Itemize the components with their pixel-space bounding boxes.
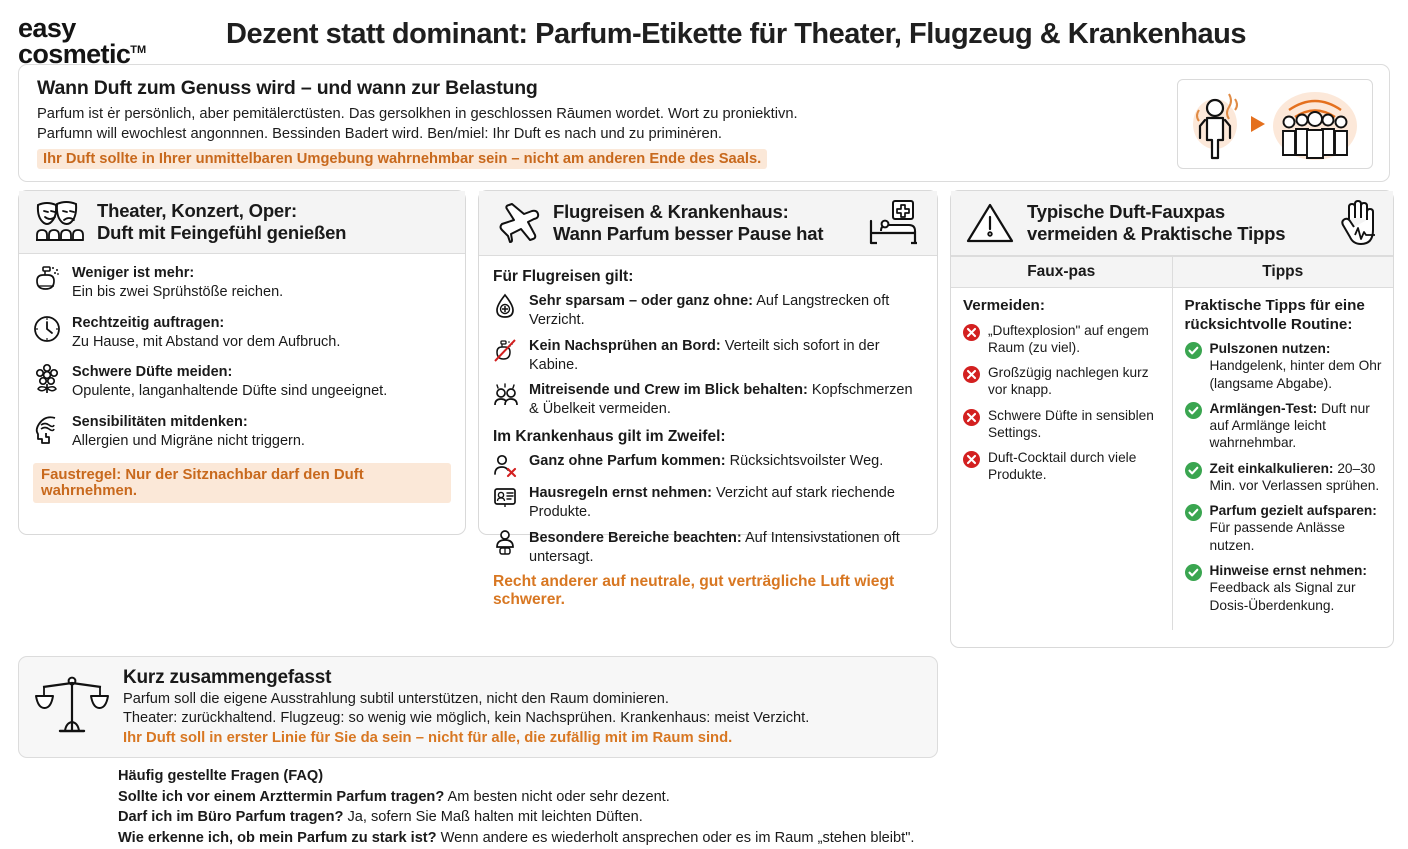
intro-highlight: Ihr Duft sollte in Ihrer unmittelbaren Umgebung wahrnehmbar sein – nicht am anderen Ende des Saals.	[37, 149, 767, 169]
list-item-bold: Zeit einkalkulieren:	[1209, 460, 1334, 476]
list-item-text: „Duftexplosion" auf engem Raum (zu viel).	[988, 322, 1149, 355]
list-item	[963, 364, 1162, 399]
table-body-fauxpas	[951, 288, 1172, 500]
no-respray-icon	[493, 337, 521, 364]
list-item	[33, 413, 451, 451]
hand-pulse-icon	[1333, 199, 1379, 247]
clock-icon	[33, 314, 63, 343]
fauxpas-card	[950, 190, 1394, 648]
list-item-bold: Sehr sparsam – oder ganz ohne:	[529, 293, 754, 309]
faq-item	[118, 828, 1390, 849]
list-item-text	[1210, 502, 1384, 554]
patient-icon	[493, 529, 521, 556]
summary-line-1: Parfum soll die eigene Ausstrahlung subtil unterstützen, nicht den Raum dominieren.	[123, 691, 669, 707]
list-item	[1185, 400, 1384, 452]
faq-answer: Ja, sofern Sie Maß halten mit leichten Düften.	[343, 809, 643, 826]
x-circle-icon	[963, 322, 981, 341]
list-item	[1185, 460, 1384, 495]
balance-scale-icon	[35, 667, 109, 739]
column-theater	[18, 190, 466, 535]
list-item-bold: Armlängen-Test:	[1209, 400, 1318, 416]
list-item-bold: Pulszonen nutzen:	[1209, 341, 1331, 357]
list-item-bold: Parfum gezielt aufsparen:	[1209, 503, 1377, 519]
perfume-atomizer-icon	[33, 264, 63, 295]
flight-hospital-card-header	[479, 191, 937, 256]
tipps-subtitle	[1185, 297, 1384, 334]
head-waves-icon	[33, 413, 63, 444]
flight-title-line-1: Flugreisen & Krankenhaus:	[553, 201, 789, 223]
flight-hospital-card	[478, 190, 938, 609]
list-item-text: Duft-Cocktail durch viele Produkte.	[988, 450, 1137, 483]
table-column-tipps	[1173, 257, 1394, 630]
fauxpas-subtitle: Vermeiden:	[963, 297, 1045, 314]
tipps-subtitle-line-2: rücksichtvolle Routine:	[1184, 315, 1353, 333]
list-item-detail: Auf Langstrecken oft Verzicht.	[529, 293, 890, 328]
summary-section	[0, 648, 1408, 758]
list-item	[493, 529, 923, 567]
table-column-fauxpas	[951, 257, 1173, 630]
column-flight-hospital	[478, 190, 938, 609]
person-no-icon	[493, 452, 521, 477]
trademark-symbol: TM	[130, 43, 147, 56]
table-header-fauxpas: Faux-pas	[951, 257, 1172, 288]
list-item	[493, 381, 923, 419]
summary-text-block	[123, 667, 809, 746]
hospital-bed-icon	[867, 199, 923, 247]
fauxpas-card-header	[951, 191, 1393, 256]
faq-answer: Wenn andere es wiederholt ansprechen oder es im Raum „stehen bleibt".	[436, 829, 915, 846]
fauxpas-title-line-2: vermeiden & Praktische Tipps	[1027, 223, 1286, 244]
check-circle-icon	[1185, 340, 1203, 359]
list-item-text	[1210, 340, 1384, 392]
check-circle-icon	[1185, 400, 1203, 419]
faq-section	[0, 758, 1408, 849]
list-item-text	[529, 381, 923, 419]
flower-icon	[33, 363, 63, 394]
warning-triangle-icon	[965, 201, 1015, 245]
list-item-text	[1210, 562, 1384, 614]
flight-hospital-card-body	[479, 256, 937, 619]
id-badge-icon	[493, 484, 521, 509]
page-title: Dezent statt dominant: Parfum-Etikette für Theater, Flugzeug & Krankenhaus	[226, 18, 1247, 50]
flight-section-title: Für Flugreisen gilt:	[493, 268, 634, 285]
list-item-detail: Rücksichtsvoilster Weg.	[729, 453, 884, 470]
list-item-text	[1210, 460, 1384, 495]
list-item	[493, 337, 923, 375]
theater-card-header	[19, 191, 465, 254]
theater-highlight: Faustregel: Nur der Sitznachbar darf den Duft wahrnehmen.	[33, 463, 451, 503]
list-item	[493, 484, 923, 522]
list-item	[1185, 340, 1384, 392]
list-item-detail: Duft nur auf Armlänge leicht wahrnehmbar.	[1209, 400, 1370, 451]
list-item	[33, 363, 451, 401]
list-item-text	[529, 484, 923, 522]
theater-title-line-2: Duft mit Feingefühl genießen	[97, 222, 347, 243]
check-circle-icon	[1185, 460, 1203, 479]
theater-card	[18, 190, 466, 535]
brand-logo	[18, 12, 226, 68]
list-item-bold: Weniger ist mehr:	[72, 265, 195, 281]
faq-question: Darf ich im Büro Parfum tragen?	[118, 809, 344, 826]
summary-highlight: Ihr Duft soll in erster Linie für Sie da sein – nicht für alle, die zufällig mit im Raum sind.	[123, 729, 733, 746]
list-item-text	[72, 363, 387, 401]
intro-card	[18, 64, 1390, 182]
intro-paragraph-line-1: Parfum ist ėr persönlich, aber pemitälerctüsten. Das gersolkhen in geschlossen Rāumen wordet. Wort zu proniektivn.	[37, 106, 798, 122]
x-circle-icon	[963, 364, 981, 383]
list-item-detail: Zu Hause, mit Abstand vor dem Aufbruch.	[72, 333, 341, 350]
theater-title-line-1: Theater, Konzert, Oper:	[97, 200, 297, 222]
list-item-text	[1210, 400, 1384, 452]
intro-paragraph-line-2: Parfumn will ewochlest angonnnen. Bessinden Badert wird. Ben/miel: Ihr Duft es nach und zu priminėren.	[37, 125, 722, 142]
list-item-bold: Kein Nachsprühen an Bord:	[529, 337, 721, 354]
faq-title: Häufig gestellte Fragen (FAQ)	[118, 767, 324, 784]
list-item-text	[72, 264, 283, 302]
faq-item	[118, 787, 1390, 808]
list-item-bold: Sensibilitäten mitdenken:	[72, 414, 248, 431]
list-item-text	[72, 314, 340, 352]
intro-title: Wann Duft zum Genuss wird – und wann zur Belastung	[37, 77, 538, 99]
hospital-section-title: Im Krankenhaus gilt im Zweifel:	[493, 428, 726, 446]
faq-item	[118, 807, 1390, 828]
faq-answer: Am besten nicht oder sehr dezent.	[444, 788, 670, 805]
table-header-tipps: Tipps	[1173, 257, 1394, 288]
list-item	[1185, 502, 1384, 554]
two-people-icon	[493, 381, 521, 408]
person-scent-to-crowd-illustration	[1177, 79, 1373, 169]
theater-masks-audience-icon	[33, 199, 85, 245]
list-item-bold: Hausregeln ernst nehmen:	[529, 485, 712, 502]
list-item-detail: Feedback als Signal zur Dosis-Überdenkung.	[1209, 580, 1356, 613]
list-item-detail: Verzicht auf stark riechende Produkte.	[529, 485, 895, 520]
list-item-bold: Schwere Düfte meiden:	[72, 364, 233, 381]
list-item-bold: Ganz ohne Parfum kommen:	[529, 453, 726, 470]
page-header	[0, 0, 1408, 69]
faq-question: Sollte ich vor einem Arzttermin Parfum tragen?	[118, 788, 445, 805]
list-item	[1185, 562, 1384, 614]
check-circle-icon	[1185, 502, 1203, 521]
list-item-text	[72, 413, 305, 451]
intro-text-block	[37, 77, 1177, 171]
list-item-text	[529, 337, 923, 375]
list-item	[963, 449, 1162, 484]
list-item-text: Schwere Düfte in sensiblen Settings.	[988, 407, 1154, 440]
list-item-bold: Rechtzeitig auftragen:	[72, 314, 225, 331]
list-item	[963, 407, 1162, 442]
summary-line-2: Theater: zurückhaltend. Flugzeug: so wenig wie möglich, kein Nachsprühen. Krankenhaus: meist Verzicht.	[123, 710, 810, 727]
list-item-detail: Opulente, langanhaltende Düfte sind ungeeignet.	[72, 383, 388, 400]
tipps-subtitle-line-1: Praktische Tipps für eine	[1184, 297, 1365, 314]
summary-title: Kurz zusammengefasst	[123, 667, 332, 688]
list-item-detail: Verteilt sich sofort in der Kabine.	[529, 337, 880, 373]
fauxpas-tipps-table	[951, 256, 1393, 630]
list-item-text	[529, 292, 923, 330]
x-circle-icon	[963, 449, 981, 468]
list-item	[33, 264, 451, 302]
intro-section	[0, 64, 1408, 182]
list-item	[493, 292, 923, 330]
list-item	[963, 322, 1162, 357]
columns-container	[0, 182, 1408, 648]
list-item-text: Großzügig nachlegen kurz vor knapp.	[988, 365, 1149, 398]
theater-card-title	[97, 200, 346, 244]
list-item-text	[529, 452, 883, 471]
brand-line-1: easy	[18, 13, 76, 43]
check-circle-icon	[1185, 562, 1203, 581]
droplet-plus-icon	[493, 292, 521, 319]
column-fauxpas-tipps	[950, 190, 1394, 648]
list-item-detail: Für passende Anlässe nutzen.	[1209, 520, 1345, 553]
fauxpas-title-line-1: Typische Duft-Fauxpas	[1027, 201, 1225, 223]
list-item-bold: Hinweise ernst nehmen:	[1209, 563, 1367, 579]
airplane-icon	[493, 201, 541, 245]
faq-question: Wie erkenne ich, ob mein Parfum zu stark ist?	[118, 829, 437, 846]
list-item	[33, 314, 451, 352]
list-item-detail: Handgelenk, hinter dem Ohr (langsame Abgabe).	[1209, 358, 1382, 391]
list-item-detail: Kopfschmerzen & Übelkeit vermeiden.	[529, 382, 913, 418]
flight-hospital-card-title	[553, 201, 855, 245]
flight-title-line-2: Wann Parfum besser Pause hat	[553, 223, 824, 244]
list-item-bold: Mitreisende und Crew im Blick behalten:	[529, 382, 808, 399]
brand-line-2: cosmetic™	[18, 38, 147, 69]
list-item-text	[529, 529, 923, 567]
list-item-detail: Ein bis zwei Sprühstöße reichen.	[72, 283, 284, 300]
list-item-detail: Auf Intensivstationen oft untersagt.	[529, 529, 900, 565]
fauxpas-card-title	[1027, 201, 1321, 245]
x-circle-icon	[963, 407, 981, 426]
list-item	[493, 452, 923, 477]
list-item-detail: 20–30 Min. vor Verlassen sprühen.	[1209, 460, 1380, 493]
flight-hospital-highlight: Recht anderer auf neutrale, gut verträgliche Luft wiegt schwerer.	[493, 573, 895, 609]
table-body-tipps	[1173, 288, 1394, 630]
list-item-bold: Besondere Bereiche beachten:	[529, 529, 742, 546]
summary-card	[18, 656, 938, 758]
list-item-detail: Allergien und Migräne nicht triggern.	[72, 432, 305, 449]
theater-card-body	[19, 254, 465, 513]
